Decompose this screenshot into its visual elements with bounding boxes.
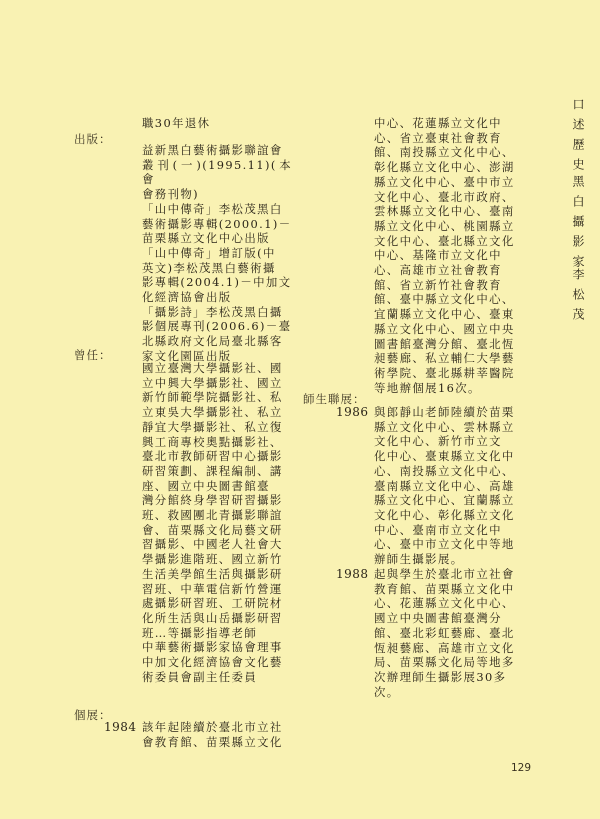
exhibition-heading: 個展： xyxy=(74,708,112,722)
side-title-oral-history: 口述歷史 xyxy=(571,98,585,178)
side-title-author: 李松茂 xyxy=(571,268,585,328)
text-1986: 與郎靜山老師陸續於苗栗 縣立文化中心、雲林縣立 文化中心、新竹市立文 化中心、臺東縣立文化中 心、南投縣立文化中心、 臺南縣立文化中心、高雄 縣立文化中心、宜蘭縣立 文化中心、彰化縣立文化 中心、臺南市立文化中 心、臺中市立文化中等地 辦師生攝影展。 xyxy=(374,405,515,567)
publication-heading: 出版： xyxy=(74,132,112,146)
teacher-student-heading: 師生聯展： xyxy=(303,392,366,406)
exhibition-continued-text: 中心、花蓮縣立文化中 心、省立臺東社會教育 館、南投縣立文化中心、 彰化縣立文化中心、澎湖 縣立文化中心、臺中市立 文化中心、臺北市政府、 雲林縣立文化中心、臺南 縣立文化中心、桃園縣立 文化中心、臺北縣立文化 中心、基隆市立文化中 心、高雄市立社會教育 館、省立新竹社會教育 館、臺中縣立文化中心、 宜蘭縣立文化中心、臺東 縣立文化中心、國立中央 圖書館臺灣分館、臺北恆 昶藝廊、私立輔仁大學藝 術學院、臺北縣耕莘醫院 等地辦個展16次。 xyxy=(374,116,515,395)
year-1988: 1988 xyxy=(336,567,369,581)
exhibition-year: 1984 xyxy=(104,720,137,734)
former-heading: 曾任： xyxy=(74,348,112,362)
page-number: 129 xyxy=(511,762,532,774)
retire-line: 職30年退休 xyxy=(142,116,211,130)
exhibition-text: 該年起陸續於臺北市立社 會教育館、苗栗縣立文化 xyxy=(142,720,283,749)
text-1988: 起與學生於臺北市立社會 教育館、苗栗縣立文化中 心、花蓮縣立文化中心、 國立中央圖書館臺灣分 館、臺北彩虹藝廊、臺北 恆昶藝廊、高雄市立文化 局、苗栗縣文化局等地多 次辦理師生攝影展30多 次。 xyxy=(374,567,515,699)
publication-text: 益新黑白藝術攝影聯誼會 叢刊(一)(1995.11)(本會 會務刊物) 「山中傳奇」李松茂黑白 藝術攝影專輯(2000.1)－ 苗栗縣立文化中心出版 「山中傳奇」增訂版(中 英文)李松茂黑白藝術攝 影專輯(2004.1)－中加文 化經濟協會出版 「攝影詩」李松茂黑白攝 影個展專刊(2006.6)－臺 北縣政府文化局臺北縣客 家文化園區出版 xyxy=(142,143,292,363)
year-1986: 1986 xyxy=(336,405,369,419)
side-title-photographer: 黑白攝影家 xyxy=(571,175,585,275)
former-text: 國立臺灣大學攝影社、國 立中興大學攝影社、國立 新竹師範學院攝影社、私 立東吳大學攝影社、私立 靜宜大學攝影社、私立復 興工商專校奧點攝影社、 臺北市教師研習中心攝影 研習策劃、課程編制、講 座、國立中央圖書館臺 灣分館終身學習研習攝影 班、救國團北青攝影聯誼 會、苗栗縣文化局藝文研 習攝影、中國老人社會大 學攝影進階班、國立新竹 生活美學館生活與攝影研 習班、中華電信新竹營運 處攝影研習班、工研院材 化所生活與山岳攝影研習 班…等攝影指導老師 中華藝術攝影家協會理事 中加文化經濟協會文化藝 術委員會副主任委員 xyxy=(142,361,283,684)
